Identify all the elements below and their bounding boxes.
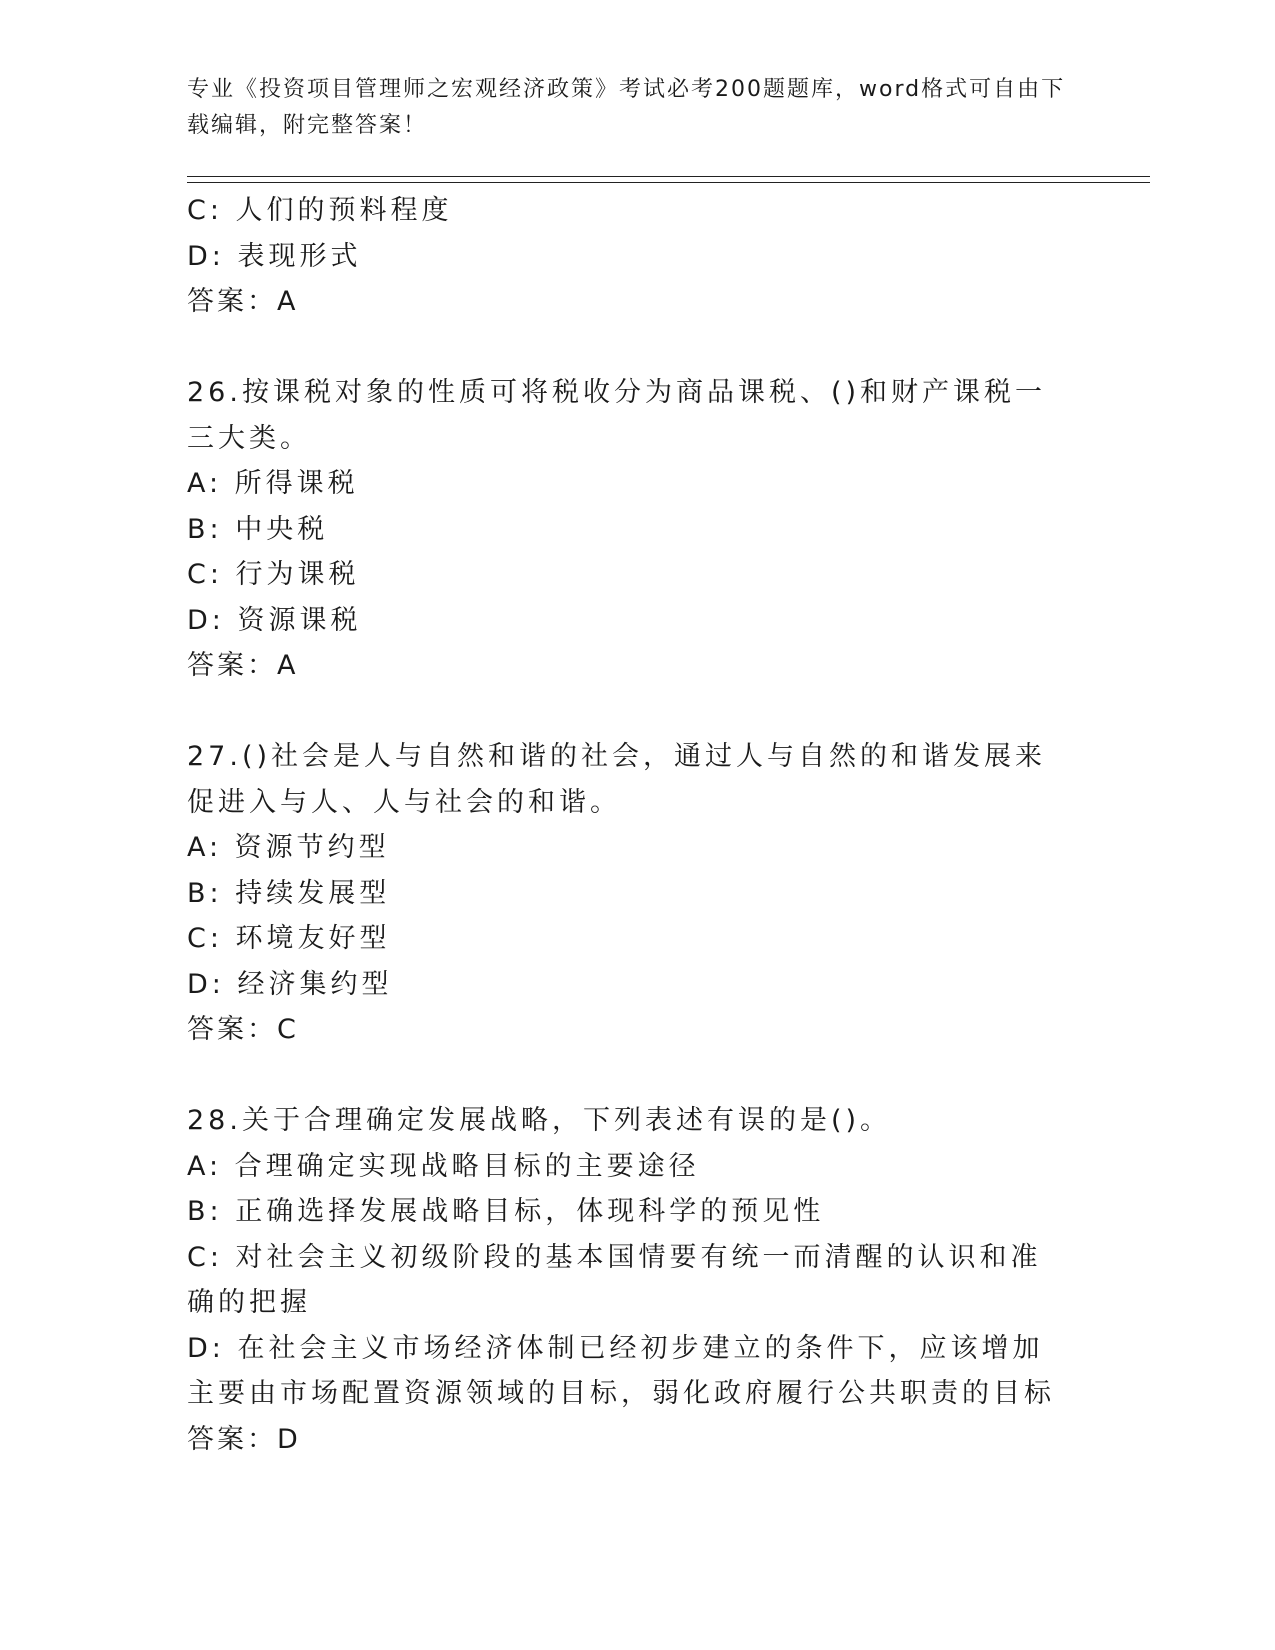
question-26 bbox=[187, 370, 1067, 689]
answer-line: 答案：C bbox=[187, 1014, 299, 1045]
carryover-block bbox=[187, 188, 1067, 325]
answer-line: 答案：D bbox=[187, 1423, 301, 1455]
answer-line: 答案：A bbox=[187, 650, 299, 681]
option-a: A: 合理确定实现战略目标的主要途径 bbox=[187, 1150, 700, 1182]
question-text: 27.()社会是人与自然和谐的社会，通过人与自然的和谐发展来促进入与人、人与社会的和谐。 bbox=[187, 741, 1047, 818]
option-d: D: 资源课税 bbox=[187, 604, 362, 636]
option-d: D: 表现形式 bbox=[187, 240, 362, 272]
answer-line: 答案：A bbox=[187, 286, 299, 317]
option-c: C: 人们的预料程度 bbox=[187, 195, 453, 226]
question-content bbox=[187, 188, 1067, 1462]
question-text: 28.关于合理确定发展战略，下列表述有误的是()。 bbox=[187, 1105, 892, 1136]
option-c: C: 行为课税 bbox=[187, 559, 360, 590]
document-header: 专业《投资项目管理师之宏观经济政策》考试必考200题题库，word格式可自由下载编辑，附完整答案！ bbox=[187, 77, 1066, 138]
option-d: D: 在社会主义市场经济体制已经初步建立的条件下，应该增加主要由市场配置资源领域的目标，弱化政府履行公共职责的目标 bbox=[187, 1332, 1055, 1409]
option-a: A: 所得课税 bbox=[187, 468, 359, 499]
header-rule-bottom bbox=[187, 182, 1150, 183]
option-c: C: 环境友好型 bbox=[187, 923, 391, 954]
question-28 bbox=[187, 1098, 1067, 1462]
option-a: A: 资源节约型 bbox=[187, 832, 390, 863]
option-b: B: 持续发展型 bbox=[187, 877, 391, 909]
header-rule-top bbox=[187, 176, 1150, 177]
option-b: B: 正确选择发展战略目标，体现科学的预见性 bbox=[187, 1196, 825, 1227]
option-d: D: 经济集约型 bbox=[187, 968, 393, 1000]
option-b: B: 中央税 bbox=[187, 513, 329, 545]
question-text: 26.按课税对象的性质可将税收分为商品课税、()和财产课税一三大类。 bbox=[187, 377, 1047, 454]
question-27 bbox=[187, 734, 1067, 1053]
option-c: C: 对社会主义初级阶段的基本国情要有统一而清醒的认识和准确的把握 bbox=[187, 1241, 1042, 1318]
